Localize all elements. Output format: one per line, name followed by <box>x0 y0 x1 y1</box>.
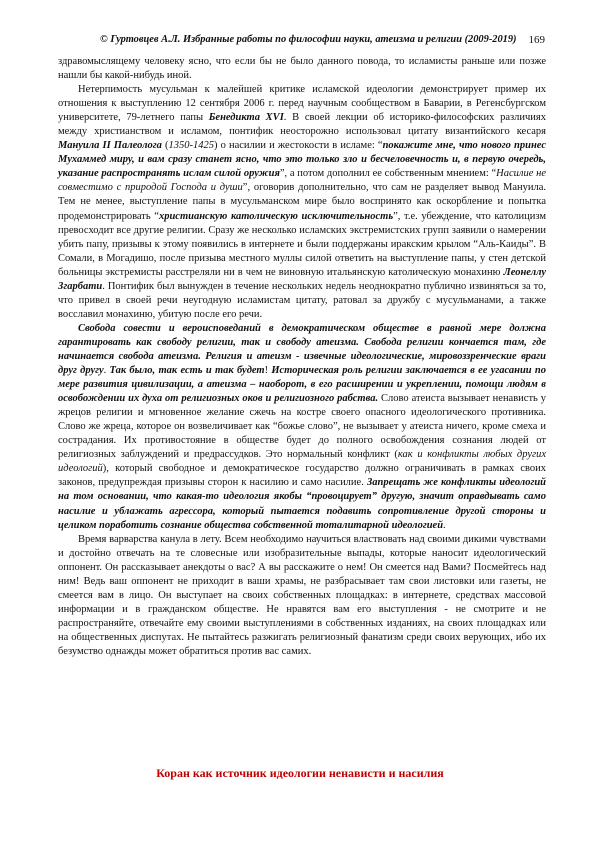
text-run: . <box>103 365 110 377</box>
body-text <box>58 55 546 659</box>
text-run: Время варварства канула в лету. Всем необходимо научиться властвовать над своими дикими чувствами и достойно отвечать на те словесные или изобразительные выпады, которые наносит идеологический оппонент. Он рассказывает анекдоты о вас? А вы расскажите о нем! Он смеется над Вами? Посмейтесь над ним! Ведь ваш оппонент не приходит в ваши храмы, не разбрасывает там свои листовки или газеты, не смеется вам в лицо. Он выступает на своих собственных площадках: в интернете, средствах массовой информации и в гражданском обществе. Не нравятся вам его выступления - не смотрите и не распространяйте, отвечайте ему своими выступлениями в собственных изданиях, на своих площадках или на общественных диспутах. Не пытайтесь разжигать религиозный фанатизм среди своих верующих, ибо их безумство однажды может обратиться против вас самих. <box>58 533 546 657</box>
text-run: . <box>443 519 446 531</box>
emphasis-text: христианскую католическую исключительность <box>158 210 394 222</box>
text-run: ), который свободное и демократическое государство должно ограничивать в рамках своих законов, предупреждая призывы сторон к насилию и само насилие. <box>58 463 546 489</box>
emphasis-text: как и конфликты любых других идеологий <box>58 449 546 475</box>
emphasis-text: Так было, так есть и так будет <box>109 365 265 377</box>
text-run: ! <box>264 365 272 377</box>
text-run: Слово атеиста вызывает ненависть у жрецов религии и мгновенное желание сжечь на костре своего опасного идеологического противника. Слово же жреца, которое он возвеличивает как “божье слово”, не вызывает у атеиста ничего, кроме смеха и сострадания. Их противостояние в обществе будет до полного освобождения сознания людей от религиозных заблуждений и предрассудков. Это нормальный конфликт ( <box>58 393 547 461</box>
paragraph <box>58 322 546 533</box>
text-run: ) о насилии и жестокости в исламе: “ <box>214 140 383 152</box>
paragraph <box>58 533 546 659</box>
page-header <box>60 34 545 50</box>
paragraph <box>58 83 546 322</box>
emphasis-text: Мануила II Палеолога <box>58 140 162 152</box>
text-run: ”, т.е. убеждение, что католицизм превосходит все другие религии. Сразу же несколько исламских экстремистских групп заявили о намерении убить папу, призывы к этому появились в интернете и были поддержаны иракским крылом “Аль-Каиды”. В Сомали, в Могадишо, после призыва местного муллы силой ответить на выступление папы, у стен детской больницы экстремисты расстреляли ни в чем не виновную итальянскую католическую монахиню <box>58 210 546 278</box>
emphasis-text: покажите мне, что нового принес Мухаммед миру, и вам сразу станет ясно, что это только зло и бесчеловечность и, в первую очередь, указание распространять ислам силой оружия <box>58 140 546 180</box>
emphasis-text: 1350-1425 <box>168 140 214 152</box>
section-heading: Коран как источник идеологии ненависти и насилия <box>156 766 444 780</box>
text-run: ”, оговорив дополнительно, что сам не разделяет вывод Мануила. Тем не менее, выступление папы в мусульманском мире было воспринято как оскорбление и попытка продемонстрировать “ <box>58 182 547 222</box>
page-number: 169 <box>528 34 545 46</box>
emphasis-text: Насилие не совместимо с природой Господа и души <box>58 168 546 194</box>
text-run: Нетерпимость мусульман к малейшей критике исламской идеологии демонстрирует пример их отношения к выступлению 12 сентября 2006 г. перед научным сообществом в Баварии, в Регенсбургском университете, 79-летнего папы <box>58 84 546 124</box>
emphasis-text: Запрещать же конфликты идеологий на том основании, что какая-то идеология якобы “провоцирует” другую, значит оправдывать само насилие и ублажать агрессора, который пытается подавить сопротивление другой стороны и целиком поработить сознание общества собственной тоталитарной идеологией <box>58 477 547 531</box>
text-run: . Понтифик был вынужден в течение нескольких недель неоднократно публично извиняться за то, что привел в своей речи неугодную исламистам цитату, ратовал за дружбу с мусульманами, а также восславил монахиню, убитую после его речи. <box>58 280 546 320</box>
text-run: . В своей лекции об историко-философских различиях между христианством и исламом, понтифик неосторожно использовал цитату византийского кесаря <box>58 112 546 138</box>
emphasis-text: Леонеллу Згарбати <box>58 266 546 292</box>
text-run: здравомыслящему человеку ясно, что если бы не было данного повода, то исламисты раньше или позже нашли бы какой-нибудь иной. <box>58 56 546 82</box>
paragraph <box>58 55 546 83</box>
text-run: ( <box>161 140 169 152</box>
running-head: © Гуртовцев А.Л. Избранные работы по философии науки, атеизма и религии (2009-2019) <box>100 34 517 45</box>
emphasis-text: Историческая роль религии заключается в ее угасании по мере развития цивилизации, а атеизма – наоборот, в его расширении и укреплении, помощи людям в освобождении их духа от религиозных оков и религиозного рабства. <box>58 365 546 405</box>
emphasis-text: Бенедикта XVI <box>208 112 284 124</box>
text-run: ”, а потом дополнил ее собственным мнением: “ <box>279 168 497 180</box>
emphasis-text: Свобода совести и вероисповеданий в демократическом обществе в равной мере должна гарантировать как свободу религии, так и свободу атеизма. Свобода религии кончается там, где начинается свобода атеизма. Религия и атеизм - извечные идеологические, мировоззренческие враги друг другу <box>58 322 546 377</box>
